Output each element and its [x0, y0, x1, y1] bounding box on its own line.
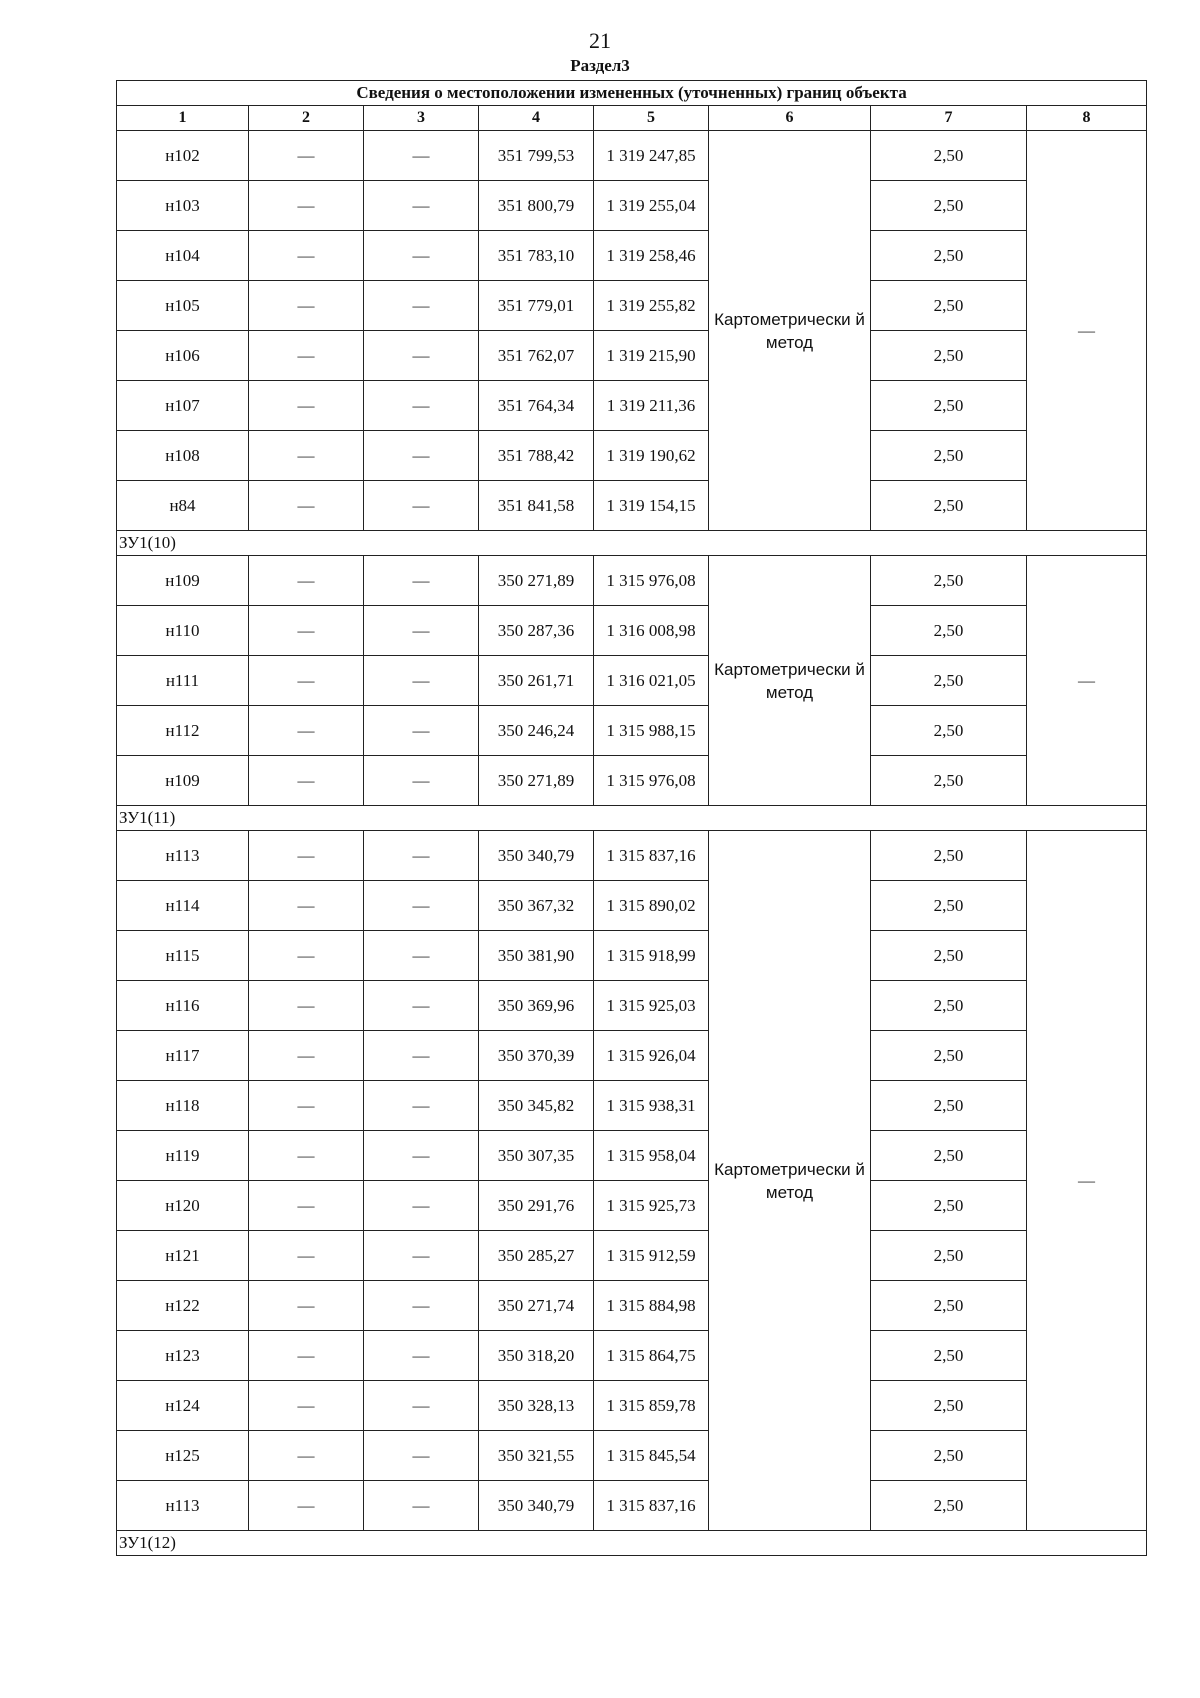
table-row — [117, 556, 1147, 606]
column-number-5: 5 — [594, 106, 709, 131]
column-2-cell: — — [249, 181, 364, 231]
y-coordinate-cell: 1 315 918,99 — [594, 931, 709, 981]
column-7-cell: 2,50 — [871, 756, 1027, 806]
point-number-cell: н105 — [117, 281, 249, 331]
column-3-cell: — — [364, 1331, 479, 1381]
column-2-cell: — — [249, 1331, 364, 1381]
column-3-cell: — — [364, 1431, 479, 1481]
x-coordinate-cell: 351 841,58 — [479, 481, 594, 531]
y-coordinate-cell: 1 319 247,85 — [594, 131, 709, 181]
table-row — [117, 981, 1147, 1031]
x-coordinate-cell: 350 287,36 — [479, 606, 594, 656]
table-row — [117, 831, 1147, 881]
x-coordinate-cell: 350 271,89 — [479, 556, 594, 606]
table-row — [117, 481, 1147, 531]
point-number-cell: н109 — [117, 756, 249, 806]
column-2-cell: — — [249, 1081, 364, 1131]
x-coordinate-cell: 351 779,01 — [479, 281, 594, 331]
table-row — [117, 181, 1147, 231]
x-coordinate-cell: 350 321,55 — [479, 1431, 594, 1481]
column-7-cell: 2,50 — [871, 1081, 1027, 1131]
y-coordinate-cell: 1 315 884,98 — [594, 1281, 709, 1331]
y-coordinate-cell: 1 319 215,90 — [594, 331, 709, 381]
column-3-cell: — — [364, 1381, 479, 1431]
x-coordinate-cell: 350 367,32 — [479, 881, 594, 931]
column-8-cell: — — [1027, 831, 1147, 1531]
y-coordinate-cell: 1 316 008,98 — [594, 606, 709, 656]
table-row — [117, 931, 1147, 981]
y-coordinate-cell: 1 315 976,08 — [594, 556, 709, 606]
y-coordinate-cell: 1 315 938,31 — [594, 1081, 709, 1131]
column-2-cell: — — [249, 431, 364, 481]
point-number-cell: н117 — [117, 1031, 249, 1081]
column-2-cell: — — [249, 1381, 364, 1431]
column-number-4: 4 — [479, 106, 594, 131]
y-coordinate-cell: 1 315 912,59 — [594, 1231, 709, 1281]
column-2-cell: — — [249, 881, 364, 931]
point-number-cell: н123 — [117, 1331, 249, 1381]
column-numbers-row — [117, 106, 1147, 131]
column-3-cell: — — [364, 756, 479, 806]
y-coordinate-cell: 1 315 837,16 — [594, 1481, 709, 1531]
point-number-cell: н107 — [117, 381, 249, 431]
method-cell: Картометрически й метод — [709, 831, 871, 1531]
column-3-cell: — — [364, 231, 479, 281]
column-7-cell: 2,50 — [871, 1031, 1027, 1081]
column-7-cell: 2,50 — [871, 981, 1027, 1031]
column-2-cell: — — [249, 981, 364, 1031]
column-2-cell: — — [249, 1231, 364, 1281]
point-number-cell: н108 — [117, 431, 249, 481]
table-row — [117, 281, 1147, 331]
table-row — [117, 1031, 1147, 1081]
y-coordinate-cell: 1 315 976,08 — [594, 756, 709, 806]
x-coordinate-cell: 350 369,96 — [479, 981, 594, 1031]
column-2-cell: — — [249, 381, 364, 431]
column-7-cell: 2,50 — [871, 706, 1027, 756]
x-coordinate-cell: 350 381,90 — [479, 931, 594, 981]
column-2-cell: — — [249, 756, 364, 806]
column-2-cell: — — [249, 656, 364, 706]
x-coordinate-cell: 351 783,10 — [479, 231, 594, 281]
column-2-cell: — — [249, 1131, 364, 1181]
table-row — [117, 706, 1147, 756]
column-3-cell: — — [364, 981, 479, 1031]
column-3-cell: — — [364, 131, 479, 181]
column-3-cell: — — [364, 331, 479, 381]
y-coordinate-cell: 1 315 925,03 — [594, 981, 709, 1031]
column-2-cell: — — [249, 831, 364, 881]
y-coordinate-cell: 1 315 926,04 — [594, 1031, 709, 1081]
column-number-7: 7 — [871, 106, 1027, 131]
column-7-cell: 2,50 — [871, 181, 1027, 231]
table-row — [117, 331, 1147, 381]
column-7-cell: 2,50 — [871, 131, 1027, 181]
column-3-cell: — — [364, 656, 479, 706]
y-coordinate-cell: 1 319 154,15 — [594, 481, 709, 531]
y-coordinate-cell: 1 315 890,02 — [594, 881, 709, 931]
x-coordinate-cell: 350 318,20 — [479, 1331, 594, 1381]
column-3-cell: — — [364, 281, 479, 331]
x-coordinate-cell: 350 370,39 — [479, 1031, 594, 1081]
point-number-cell: н124 — [117, 1381, 249, 1431]
column-7-cell: 2,50 — [871, 381, 1027, 431]
column-3-cell: — — [364, 881, 479, 931]
column-2-cell: — — [249, 331, 364, 381]
column-2-cell: — — [249, 931, 364, 981]
table-row — [117, 1131, 1147, 1181]
y-coordinate-cell: 1 315 988,15 — [594, 706, 709, 756]
group-label-row — [117, 1531, 1147, 1556]
column-7-cell: 2,50 — [871, 431, 1027, 481]
column-7-cell: 2,50 — [871, 1381, 1027, 1431]
point-number-cell: н84 — [117, 481, 249, 531]
section-title: Раздел3 — [570, 56, 630, 75]
column-3-cell: — — [364, 1131, 479, 1181]
table-row — [117, 1331, 1147, 1381]
column-3-cell: — — [364, 181, 479, 231]
table-caption: Сведения о местоположении измененных (уточненных) границ объекта — [117, 81, 1147, 106]
column-3-cell: — — [364, 1081, 479, 1131]
x-coordinate-cell: 350 261,71 — [479, 656, 594, 706]
column-2-cell: — — [249, 281, 364, 331]
column-3-cell: — — [364, 1281, 479, 1331]
column-7-cell: 2,50 — [871, 831, 1027, 881]
x-coordinate-cell: 350 328,13 — [479, 1381, 594, 1431]
table-row — [117, 1381, 1147, 1431]
column-8-cell: — — [1027, 131, 1147, 531]
table-row — [117, 1481, 1147, 1531]
y-coordinate-cell: 1 315 925,73 — [594, 1181, 709, 1231]
column-7-cell: 2,50 — [871, 606, 1027, 656]
table-row — [117, 881, 1147, 931]
table-row — [117, 656, 1147, 706]
group-label: ЗУ1(11) — [117, 806, 1147, 831]
column-number-6: 6 — [709, 106, 871, 131]
table-row — [117, 381, 1147, 431]
y-coordinate-cell: 1 319 255,04 — [594, 181, 709, 231]
column-2-cell: — — [249, 1431, 364, 1481]
column-7-cell: 2,50 — [871, 1131, 1027, 1181]
x-coordinate-cell: 350 340,79 — [479, 1481, 594, 1531]
group-label: ЗУ1(10) — [117, 531, 1147, 556]
group-label-row — [117, 806, 1147, 831]
page-number: 21 — [589, 28, 611, 53]
point-number-cell: н116 — [117, 981, 249, 1031]
method-cell: Картометрически й метод — [709, 131, 871, 531]
point-number-cell: н109 — [117, 556, 249, 606]
x-coordinate-cell: 350 271,89 — [479, 756, 594, 806]
column-3-cell: — — [364, 481, 479, 531]
y-coordinate-cell: 1 319 190,62 — [594, 431, 709, 481]
x-coordinate-cell: 350 345,82 — [479, 1081, 594, 1131]
group-label-row — [117, 531, 1147, 556]
x-coordinate-cell: 351 788,42 — [479, 431, 594, 481]
point-number-cell: н104 — [117, 231, 249, 281]
column-3-cell: — — [364, 1231, 479, 1281]
column-7-cell: 2,50 — [871, 1431, 1027, 1481]
point-number-cell: н115 — [117, 931, 249, 981]
column-3-cell: — — [364, 706, 479, 756]
y-coordinate-cell: 1 319 211,36 — [594, 381, 709, 431]
point-number-cell: н125 — [117, 1431, 249, 1481]
y-coordinate-cell: 1 315 859,78 — [594, 1381, 709, 1431]
point-number-cell: н122 — [117, 1281, 249, 1331]
x-coordinate-cell: 351 764,34 — [479, 381, 594, 431]
y-coordinate-cell: 1 316 021,05 — [594, 656, 709, 706]
x-coordinate-cell: 351 762,07 — [479, 331, 594, 381]
y-coordinate-cell: 1 315 958,04 — [594, 1131, 709, 1181]
y-coordinate-cell: 1 315 837,16 — [594, 831, 709, 881]
x-coordinate-cell: 350 291,76 — [479, 1181, 594, 1231]
column-3-cell: — — [364, 931, 479, 981]
column-3-cell: — — [364, 1181, 479, 1231]
column-number-8: 8 — [1027, 106, 1147, 131]
column-3-cell: — — [364, 606, 479, 656]
column-3-cell: — — [364, 1031, 479, 1081]
point-number-cell: н119 — [117, 1131, 249, 1181]
column-7-cell: 2,50 — [871, 931, 1027, 981]
x-coordinate-cell: 351 800,79 — [479, 181, 594, 231]
column-7-cell: 2,50 — [871, 1481, 1027, 1531]
y-coordinate-cell: 1 319 258,46 — [594, 231, 709, 281]
column-7-cell: 2,50 — [871, 881, 1027, 931]
x-coordinate-cell: 350 271,74 — [479, 1281, 594, 1331]
point-number-cell: н103 — [117, 181, 249, 231]
point-number-cell: н102 — [117, 131, 249, 181]
column-2-cell: — — [249, 556, 364, 606]
table-row — [117, 1231, 1147, 1281]
y-coordinate-cell: 1 315 845,54 — [594, 1431, 709, 1481]
column-3-cell: — — [364, 381, 479, 431]
column-2-cell: — — [249, 481, 364, 531]
y-coordinate-cell: 1 315 864,75 — [594, 1331, 709, 1381]
column-2-cell: — — [249, 231, 364, 281]
table-row — [117, 1431, 1147, 1481]
column-7-cell: 2,50 — [871, 281, 1027, 331]
column-2-cell: — — [249, 706, 364, 756]
point-number-cell: н113 — [117, 831, 249, 881]
table-row — [117, 431, 1147, 481]
table-row — [117, 1281, 1147, 1331]
column-2-cell: — — [249, 131, 364, 181]
point-number-cell: н111 — [117, 656, 249, 706]
column-7-cell: 2,50 — [871, 556, 1027, 606]
table-row — [117, 1081, 1147, 1131]
x-coordinate-cell: 350 340,79 — [479, 831, 594, 881]
column-7-cell: 2,50 — [871, 656, 1027, 706]
column-2-cell: — — [249, 1481, 364, 1531]
column-8-cell: — — [1027, 556, 1147, 806]
column-2-cell: — — [249, 1181, 364, 1231]
column-7-cell: 2,50 — [871, 1331, 1027, 1381]
column-3-cell: — — [364, 831, 479, 881]
column-3-cell: — — [364, 1481, 479, 1531]
x-coordinate-cell: 351 799,53 — [479, 131, 594, 181]
point-number-cell: н106 — [117, 331, 249, 381]
point-number-cell: н118 — [117, 1081, 249, 1131]
column-number-1: 1 — [117, 106, 249, 131]
x-coordinate-cell: 350 246,24 — [479, 706, 594, 756]
point-number-cell: н120 — [117, 1181, 249, 1231]
column-7-cell: 2,50 — [871, 1231, 1027, 1281]
column-7-cell: 2,50 — [871, 231, 1027, 281]
table-row — [117, 606, 1147, 656]
point-number-cell: н110 — [117, 606, 249, 656]
column-number-2: 2 — [249, 106, 364, 131]
column-3-cell: — — [364, 431, 479, 481]
column-3-cell: — — [364, 556, 479, 606]
group-label: ЗУ1(12) — [117, 1531, 1147, 1556]
column-number-3: 3 — [364, 106, 479, 131]
table-row — [117, 756, 1147, 806]
point-number-cell: н113 — [117, 1481, 249, 1531]
point-number-cell: н112 — [117, 706, 249, 756]
y-coordinate-cell: 1 319 255,82 — [594, 281, 709, 331]
method-cell: Картометрически й метод — [709, 556, 871, 806]
column-7-cell: 2,50 — [871, 1281, 1027, 1331]
table-row — [117, 231, 1147, 281]
column-7-cell: 2,50 — [871, 1181, 1027, 1231]
column-2-cell: — — [249, 606, 364, 656]
x-coordinate-cell: 350 307,35 — [479, 1131, 594, 1181]
coordinates-table — [116, 80, 1147, 1556]
table-row — [117, 131, 1147, 181]
column-7-cell: 2,50 — [871, 481, 1027, 531]
column-7-cell: 2,50 — [871, 331, 1027, 381]
x-coordinate-cell: 350 285,27 — [479, 1231, 594, 1281]
point-number-cell: н114 — [117, 881, 249, 931]
table-row — [117, 1181, 1147, 1231]
column-2-cell: — — [249, 1031, 364, 1081]
point-number-cell: н121 — [117, 1231, 249, 1281]
column-2-cell: — — [249, 1281, 364, 1331]
